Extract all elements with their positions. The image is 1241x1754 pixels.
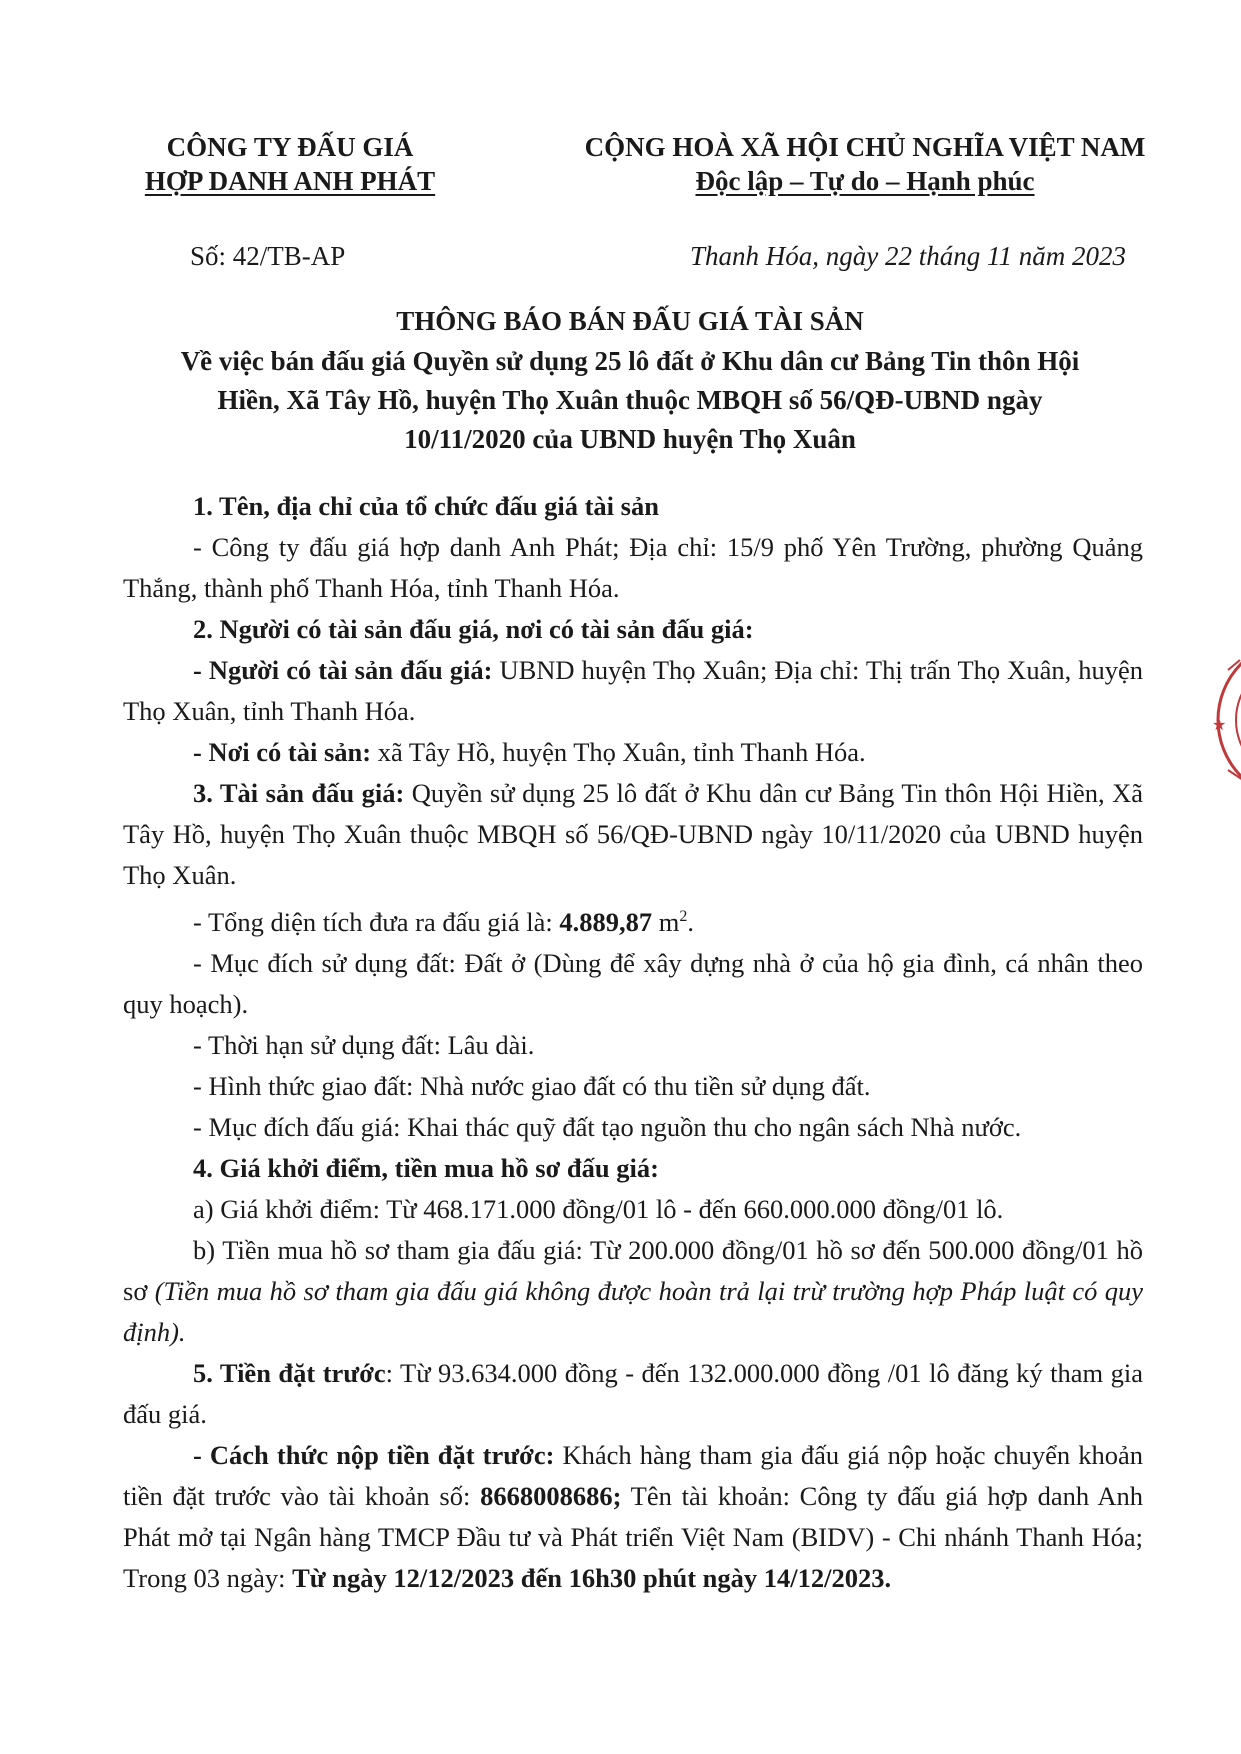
owner-text: UBND huyện Thọ Xuân; Địa chỉ: Thị trấn Thọ Xuân, huyện Thọ Xuân, tỉnh Thanh Hóa. <box>123 655 1143 726</box>
section-4-b <box>123 1230 1143 1353</box>
section-3-term: - Thời hạn sử dụng đất: Lâu dài. <box>193 1029 535 1060</box>
section-1-heading: 1. Tên, địa chỉ của tổ chức đấu giá tài sản <box>193 491 659 521</box>
place-date: Thanh Hóa, ngày 22 tháng 11 năm 2023 <box>690 241 1126 271</box>
section-3-text: Quyền sử dụng 25 lô đất ở Khu dân cư Bảng Tin thôn Hội Hiền, Xã Tây Hồ, huyện Thọ Xuân thuộc MBQH số 56/QĐ-UBND ngày 10/11/2020 của UBND huyện Thọ Xuân. <box>123 778 1144 890</box>
doc-body <box>123 486 1143 1599</box>
section-3-area <box>123 896 1143 943</box>
area-value: 4.889,87 <box>559 906 653 937</box>
section-4-b-text: b) Tiền mua hồ sơ tham gia đấu giá: Từ 200.000 đồng/01 hồ sơ đến 500.000 đồng/01 hồ sơ <box>123 1234 1143 1306</box>
area-prefix: - Tổng diện tích đưa ra đấu giá là: <box>193 906 560 937</box>
place-label: - Nơi có tài sản: <box>193 737 372 767</box>
section-2-heading: 2. Người có tài sản đấu giá, nơi có tài sản đấu giá: <box>193 614 754 644</box>
owner-label: - Người có tài sản đấu giá: <box>193 655 493 685</box>
doc-subtitle-line1: Về việc bán đấu giá Quyền sử dụng 25 lô đất ở Khu dân cư Bảng Tin thôn Hội <box>180 346 1080 376</box>
org-name-line2 <box>120 166 460 197</box>
account-number: 8668008686; <box>480 1480 622 1511</box>
place-text: xã Tây Hồ, huyện Thọ Xuân, tỉnh Thanh Hóa. <box>371 737 866 767</box>
red-seal-stamp <box>1188 630 1241 810</box>
section-5-label: 5. Tiền đặt trước <box>193 1357 386 1388</box>
section-3-form: - Hình thức giao đất: Nhà nước giao đất có thu tiền sử dụng đất. <box>193 1070 871 1101</box>
nation-motto <box>560 166 1170 197</box>
section-5-method <box>123 1435 1143 1599</box>
area-unit-sup: 2 <box>679 908 688 925</box>
org-name-line1: CÔNG TY ĐẤU GIÁ <box>166 132 414 162</box>
doc-subtitle-line3: 10/11/2020 của UBND huyện Thọ Xuân <box>404 424 856 454</box>
section-3-auction-purpose: - Mục đích đấu giá: Khai thác quỹ đất tạo nguồn thu cho ngân sách Nhà nước. <box>193 1111 1022 1142</box>
org-name-line2-text: HỢP DANH ANH PHÁT <box>144 166 436 196</box>
section-2-owner <box>123 650 1143 732</box>
method-label: - Cách thức nộp tiền đặt trước: <box>193 1439 555 1470</box>
doc-title: THÔNG BÁO BÁN ĐẤU GIÁ TÀI SẢN <box>396 306 864 336</box>
method-text-2: Tên tài khoản: Công ty đấu giá hợp danh Anh Phát mở tại Ngân hàng TMCP Đầu tư và Phát triển Việt Nam (BIDV) - Chi nhánh Thanh Hóa; Trong 03 ngày: <box>123 1480 1143 1593</box>
method-text-1: Khách hàng tham gia đấu giá nộp hoặc chuyển khoản tiền đặt trước vào tài khoản số: <box>123 1439 1143 1511</box>
section-4-heading: 4. Giá khởi điểm, tiền mua hồ sơ đấu giá: <box>193 1152 659 1183</box>
section-5-deposit <box>123 1353 1143 1435</box>
section-3-asset <box>123 773 1143 896</box>
seal-star-icon: ★ <box>1212 715 1227 734</box>
doc-number: Số: 42/TB-AP <box>190 241 346 271</box>
section-2-place <box>123 732 1143 773</box>
section-1-text: - Công ty đấu giá hợp danh Anh Phát; Địa chỉ: 15/9 phố Yên Trường, phường Quảng Thắng, thành phố Thanh Hóa, tỉnh Thanh Hóa. <box>123 532 1143 603</box>
section-3-purpose: - Mục đích sử dụng đất: Đất ở (Dùng để xây dựng nhà ở của hộ gia đình, cá nhân theo quy hoạch). <box>123 947 1143 1019</box>
section-5-text: : Từ 93.634.000 đồng - đến 132.000.000 đồng /01 lô đăng ký tham gia đấu giá. <box>123 1357 1143 1429</box>
section-4-b-note: (Tiền mua hồ sơ tham gia đấu giá không được hoàn trả lại trừ trường hợp Pháp luật có quy định). <box>123 1275 1144 1347</box>
nation-motto-text: Độc lập – Tự do – Hạnh phúc <box>695 166 1035 196</box>
area-end: . <box>687 906 694 937</box>
nation-name: CỘNG HOÀ XÃ HỘI CHỦ NGHĨA VIỆT NAM <box>584 132 1146 162</box>
deposit-period: Từ ngày 12/12/2023 đến 16h30 phút ngày 14/12/2023. <box>292 1562 892 1593</box>
area-unit: m <box>652 906 680 937</box>
section-3-label: 3. Tài sản đấu giá: <box>193 778 405 808</box>
section-4-a: a) Giá khởi điểm: Từ 468.171.000 đồng/01 lô - đến 660.000.000 đồng/01 lô. <box>193 1193 1004 1224</box>
seal-inner-ring <box>1236 658 1241 782</box>
doc-subtitle-line2: Hiền, Xã Tây Hồ, huyện Thọ Xuân thuộc MBQH số 56/QĐ-UBND ngày <box>217 385 1043 415</box>
